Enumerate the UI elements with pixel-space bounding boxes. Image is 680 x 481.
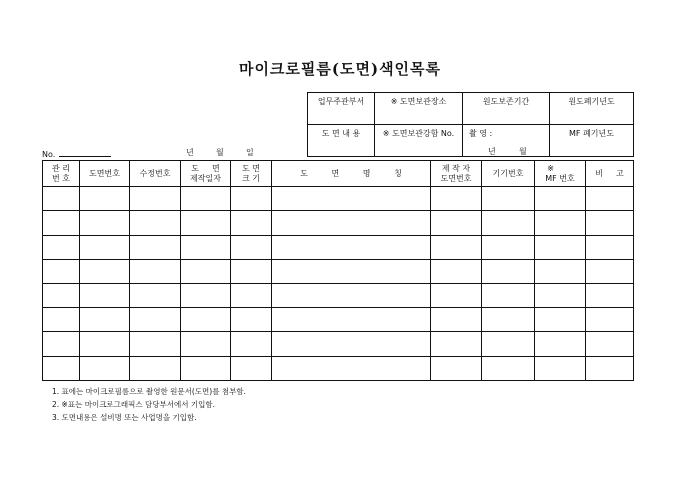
col-header-line1: 도 면 [242, 163, 260, 173]
form-title: 마이크로필름(도면)색인목록 [238, 60, 442, 78]
doc-number-label: No. [42, 150, 56, 159]
col-header-drawing-name: 도 면 명 칭 [300, 168, 402, 178]
header-shoot-label: 촬 영 : [469, 129, 493, 138]
col-header-line2: 도면번호 [440, 173, 472, 183]
footnote-3: 3. 도면내용은 설비명 또는 사업명을 기입함. [52, 413, 197, 422]
date-day-label: 일 [246, 148, 254, 157]
col-header-line1: ※ [547, 163, 554, 173]
header-shoot-month: 월 [519, 147, 527, 156]
header-disposal-label: 원도폐기년도 [568, 97, 615, 106]
header-content-label: 도 면 내 용 [321, 129, 361, 138]
col-header-remarks: 비 고 [595, 168, 624, 178]
footnote-2: 2. ※표는 마이크로그래픽스 담당부서에서 기입함. [52, 400, 216, 409]
footnote-1: 1. 표에는 마이크로필름으로 촬영한 원문서(도면)를 첨부함. [52, 387, 246, 396]
col-header-drawing-size [231, 161, 271, 186]
date-year-label: 년 [186, 148, 194, 157]
col-header-line2: 제작일자 [190, 173, 221, 183]
col-header-production-date [181, 161, 230, 186]
header-mf-disposal-label: MF 폐기년도 [569, 129, 614, 138]
col-header-maker-drawing-no [431, 161, 481, 186]
col-header-line2: 번 호 [52, 173, 70, 183]
col-header-mgmt-no [43, 161, 79, 186]
col-header-line1: 관 리 [52, 163, 70, 173]
header-box-no-label: ※ 도면보관강함 No. [382, 129, 455, 138]
date-month-label: 월 [216, 148, 224, 157]
header-dept-label: 업무주관부서 [317, 97, 365, 106]
doc-number-underline [59, 148, 111, 157]
col-header-line1: 도 면 [191, 163, 220, 173]
col-header-line1: 제 작 자 [441, 163, 471, 173]
header-retention-label: 원도보존기간 [482, 97, 530, 106]
header-storage-label: ※ 도면보관장소 [390, 97, 447, 106]
header-shoot-year: 년 [488, 147, 496, 156]
doc-number-field [42, 148, 111, 160]
col-header-drawing-no: 도면번호 [89, 168, 120, 178]
col-header-line2: 크 기 [242, 173, 260, 183]
col-header-line2: MF 번호 [545, 173, 575, 183]
main-table-border [43, 161, 634, 381]
col-header-equipment-no: 기기번호 [492, 168, 524, 178]
col-header-mf-no [535, 161, 585, 186]
col-header-revision-no: 수정번호 [139, 168, 171, 178]
footnotes [52, 385, 246, 424]
